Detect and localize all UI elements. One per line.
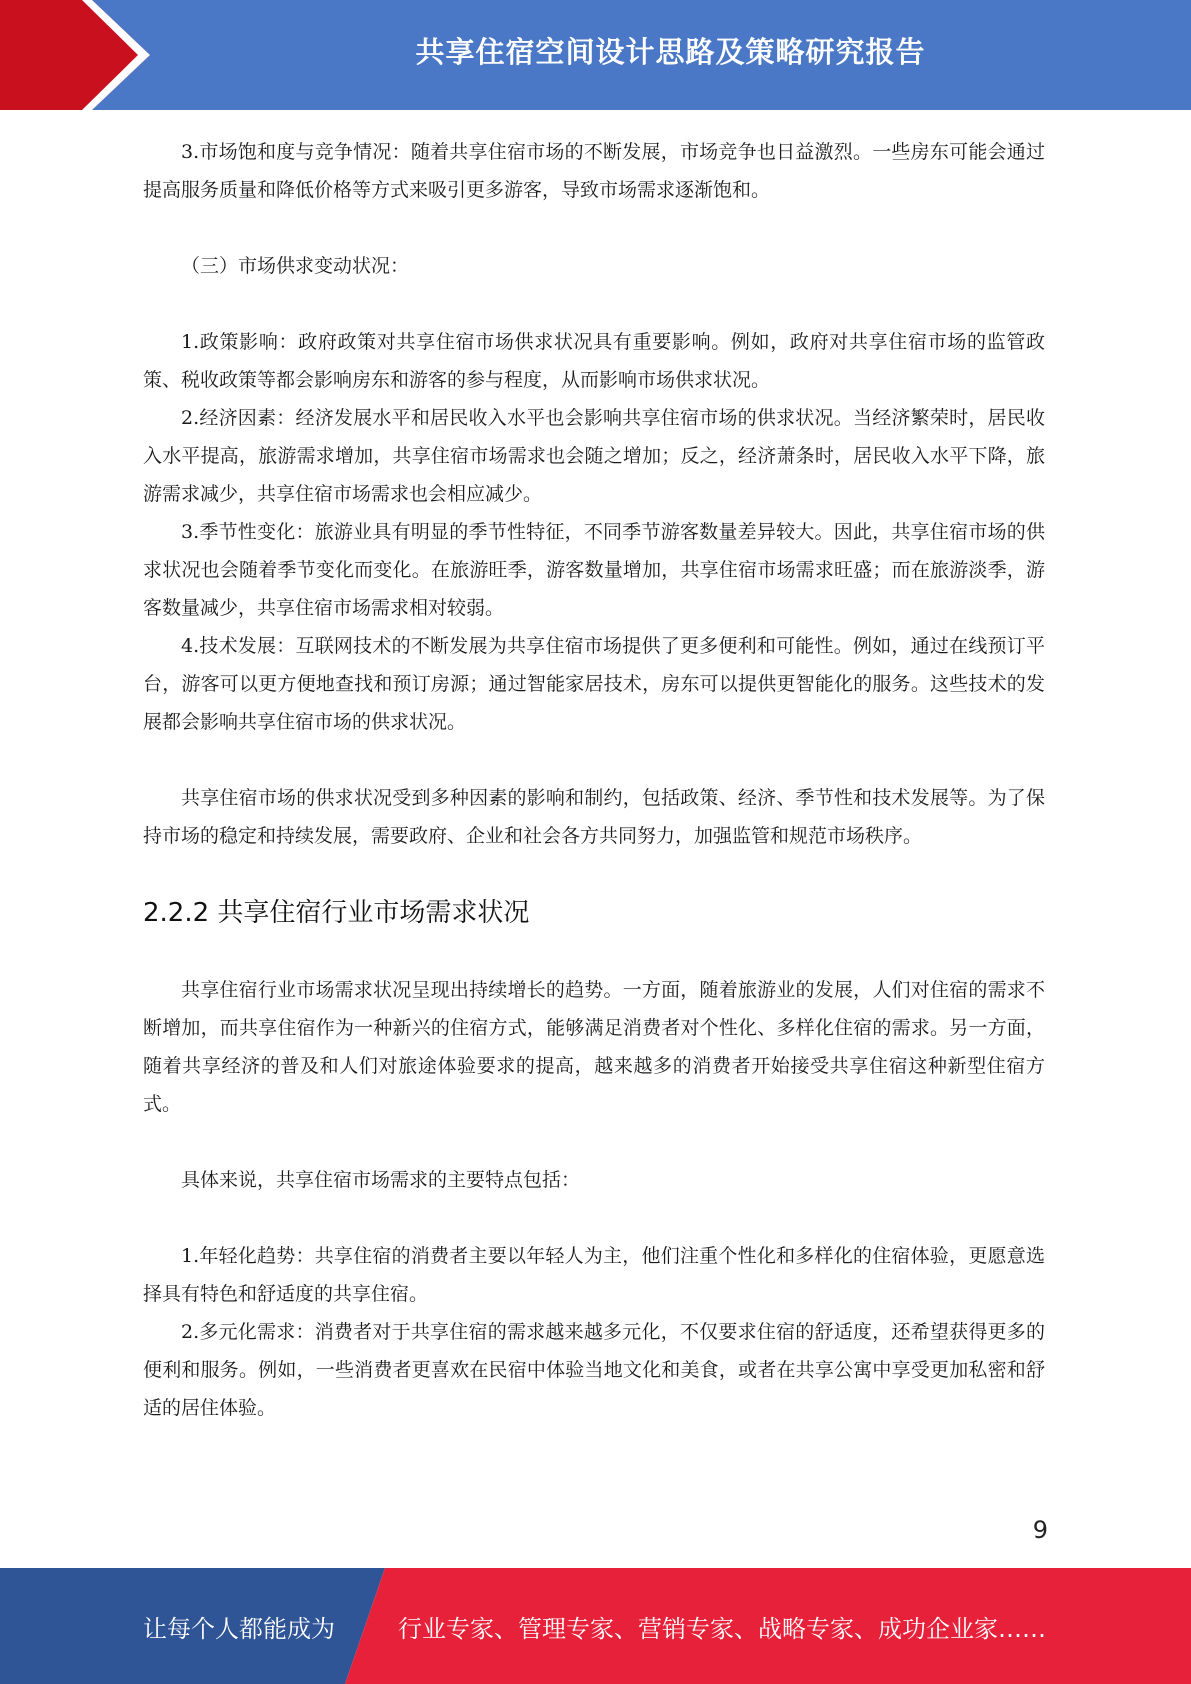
body-paragraph: 共享住宿市场的供求状况受到多种因素的影响和制约，包括政策、经济、季节性和技术发展等。为了保持市场的稳定和持续发展，需要政府、企业和社会各方共同努力，加强监管和规范市场秩序。 xyxy=(143,787,1045,847)
footer-slogan-left: 让每个人都能成为 xyxy=(143,1614,335,1643)
paragraph-spacer xyxy=(143,209,1045,247)
body-paragraph: 具体来说，共享住宿市场需求的主要特点包括： xyxy=(181,1169,581,1191)
paragraph-spacer xyxy=(143,855,1045,893)
body-paragraph: 2.多元化需求：消费者对于共享住宿的需求越来越多元化，不仅要求住宿的舒适度，还希望获得更多的便利和服务。例如，一些消费者更喜欢在民宿中体验当地文化和美食，或者在共享公寓中享受更加私密和舒适的居住体验。 xyxy=(143,1321,1045,1419)
page-header xyxy=(0,0,1191,110)
paragraph-spacer xyxy=(143,285,1045,323)
page-number: 9 xyxy=(1032,1516,1048,1544)
paragraph-spacer xyxy=(143,1123,1045,1161)
report-title: 共享住宿空间设计思路及策略研究报告 xyxy=(415,34,926,69)
paragraph-spacer xyxy=(143,933,1045,971)
body-paragraph: 3.市场饱和度与竞争情况：随着共享住宿市场的不断发展，市场竞争也日益激烈。一些房东可能会通过提高服务质量和降低价格等方式来吸引更多游客，导致市场需求逐渐饱和。 xyxy=(143,141,1045,201)
body-paragraph: 4.技术发展：互联网技术的不断发展为共享住宿市场提供了更多便利和可能性。例如，通过在线预订平台，游客可以更方便地查找和预订房源；通过智能家居技术，房东可以提供更智能化的服务。这些技术的发展都会影响共享住宿市场的供求状况。 xyxy=(143,635,1045,733)
body-paragraph: 1.政策影响：政府政策对共享住宿市场供求状况具有重要影响。例如，政府对共享住宿市场的监管政策、税收政策等都会影响房东和游客的参与程度，从而影响市场供求状况。 xyxy=(143,331,1045,391)
paragraph-spacer xyxy=(143,1199,1045,1237)
body-paragraph: 共享住宿行业市场需求状况呈现出持续增长的趋势。一方面，随着旅游业的发展，人们对住宿的需求不断增加，而共享住宿作为一种新兴的住宿方式，能够满足消费者对个性化、多样化住宿的需求。另一方面，随着共享经济的普及和人们对旅途体验要求的提高，越来越多的消费者开始接受共享住宿这种新型住宿方式。 xyxy=(143,979,1045,1115)
body-paragraph: （三）市场供求变动状况： xyxy=(181,255,410,277)
page-content xyxy=(143,133,1045,1427)
section-heading: 2.2.2 共享住宿行业市场需求状况 xyxy=(143,898,530,928)
paragraph-spacer xyxy=(143,741,1045,779)
header-red-arrow xyxy=(0,0,150,110)
page-footer xyxy=(0,1568,1191,1684)
body-paragraph: 3.季节性变化：旅游业具有明显的季节性特征，不同季节游客数量差异较大。因此，共享住宿市场的供求状况也会随着季节变化而变化。在旅游旺季，游客数量增加，共享住宿市场需求旺盛；而在旅游淡季，游客数量减少，共享住宿市场需求相对较弱。 xyxy=(143,521,1045,619)
body-paragraph: 2.经济因素：经济发展水平和居民收入水平也会影响共享住宿市场的供求状况。当经济繁荣时，居民收入水平提高，旅游需求增加，共享住宿市场需求也会随之增加；反之，经济萧条时，居民收入水平下降，旅游需求减少，共享住宿市场需求也会相应减少。 xyxy=(143,407,1045,505)
footer-slogan-right: 行业专家、管理专家、营销专家、战略专家、成功企业家…… xyxy=(398,1614,1046,1643)
body-paragraph: 1.年轻化趋势：共享住宿的消费者主要以年轻人为主，他们注重个性化和多样化的住宿体验，更愿意选择具有特色和舒适度的共享住宿。 xyxy=(143,1245,1045,1305)
